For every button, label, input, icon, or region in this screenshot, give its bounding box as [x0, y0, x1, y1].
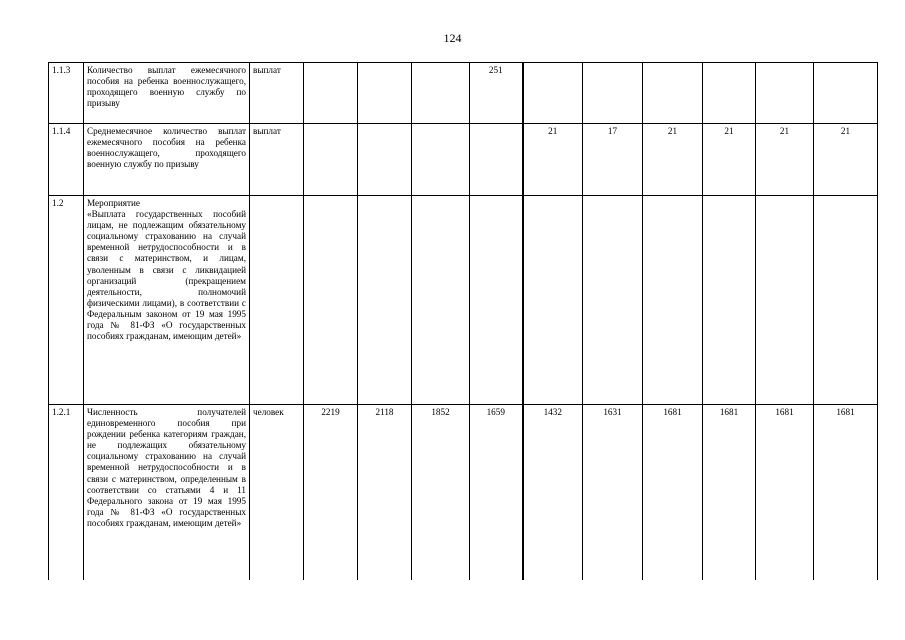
value-cell: 1852 — [412, 405, 470, 580]
value-cell: 21 — [756, 124, 814, 196]
value-cell — [412, 196, 470, 405]
row-unit: человек — [250, 405, 304, 580]
table-row — [49, 196, 878, 405]
value-cell — [358, 124, 412, 196]
value-cell: 251 — [470, 63, 523, 124]
value-cell — [643, 63, 703, 124]
value-cell — [814, 196, 878, 405]
value-cell: 17 — [583, 124, 643, 196]
value-cell — [412, 63, 470, 124]
value-cell: 21 — [643, 124, 703, 196]
row-name: Численность получателей единовременного пособия при рождении ребенка категориям граждан, не подлежащих обязательному социальному страхованию на случай временной нетрудоспособности и в связи с материнством, определенным в соответствии со статьями 4 и 11 Федерального закона от 19 мая 1995 года № 81-ФЗ «О государственных пособиях гражданам, имеющим детей» — [84, 405, 250, 580]
value-cell — [304, 124, 358, 196]
value-cell — [470, 124, 523, 196]
value-cell: 2118 — [358, 405, 412, 580]
value-cell — [814, 63, 878, 124]
value-cell — [756, 196, 814, 405]
row-unit: выплат — [250, 63, 304, 124]
row-number: 1.1.3 — [49, 63, 84, 124]
value-cell — [703, 196, 756, 405]
value-cell: 1681 — [814, 405, 878, 580]
value-cell: 1681 — [643, 405, 703, 580]
value-cell — [643, 196, 703, 405]
value-cell — [412, 124, 470, 196]
table-row — [49, 405, 878, 580]
value-cell: 21 — [703, 124, 756, 196]
value-cell: 2219 — [304, 405, 358, 580]
value-cell — [304, 196, 358, 405]
row-number: 1.1.4 — [49, 124, 84, 196]
row-unit — [250, 196, 304, 405]
value-cell: 1659 — [470, 405, 523, 580]
row-number: 1.2 — [49, 196, 84, 405]
value-cell — [756, 63, 814, 124]
value-cell: 21 — [523, 124, 583, 196]
row-name-title: Мероприятие — [87, 198, 140, 208]
row-name: Среднемесячное количество выплат ежемесячного пособия на ребенка военнослужащего, проходящего военную службу по призыву — [84, 124, 250, 196]
indicators-table — [48, 62, 878, 580]
value-cell: 1681 — [756, 405, 814, 580]
table-row — [49, 63, 878, 124]
row-name-text: «Выплата государственных пособий лицам, не подлежащим обязательному социальному страхованию на случай временной нетрудоспособности и в связи с материнством, и лицам, уволенным в связи с ликвидацией организаций (прекращением деятельности, полномочий физическими лицами), в соответствии с Федеральным законом от 19 мая 1995 года № 81-ФЗ «О государственных пособиях гражданам, имеющим детей» — [87, 209, 246, 342]
row-unit: выплат — [250, 124, 304, 196]
row-name — [84, 196, 250, 405]
value-cell: 1681 — [703, 405, 756, 580]
value-cell: 21 — [814, 124, 878, 196]
row-number: 1.2.1 — [49, 405, 84, 580]
value-cell — [304, 63, 358, 124]
value-cell: 1432 — [523, 405, 583, 580]
page-number: 124 — [443, 31, 462, 45]
value-cell — [583, 63, 643, 124]
value-cell — [470, 196, 523, 405]
value-cell — [358, 196, 412, 405]
table-row — [49, 124, 878, 196]
value-cell — [523, 63, 583, 124]
value-cell: 1631 — [583, 405, 643, 580]
value-cell — [703, 63, 756, 124]
value-cell — [523, 196, 583, 405]
value-cell — [358, 63, 412, 124]
row-name: Количество выплат ежемесячного пособия на ребенка военнослужащего, проходящего военную службу по призыву — [84, 63, 250, 124]
value-cell — [583, 196, 643, 405]
